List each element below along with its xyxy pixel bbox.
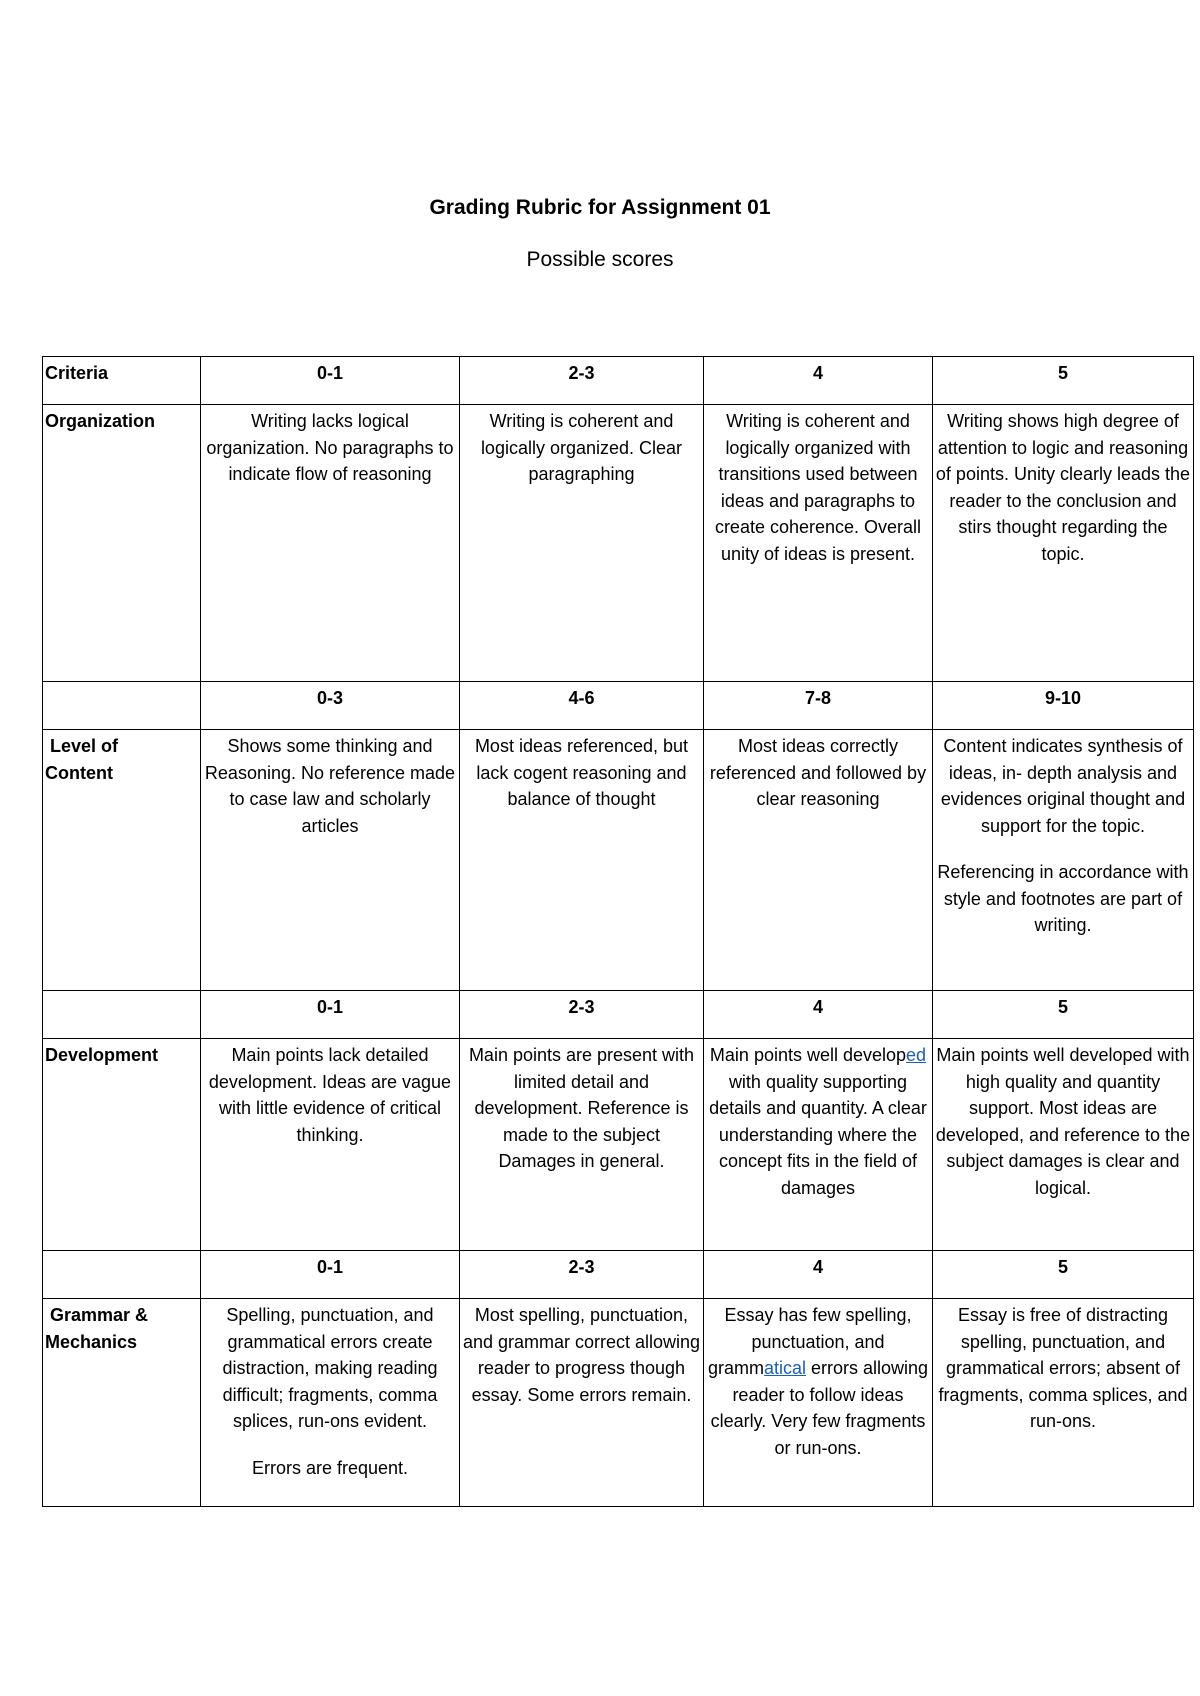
criterion-development: Development (43, 1039, 201, 1251)
content-desc-4-6: Most ideas referenced, but lack cogent reasoning and balance of thought (460, 730, 704, 991)
score-header: 0-1 (201, 357, 460, 405)
score-label: 5 (933, 991, 1194, 1039)
criteria-header: Criteria (43, 357, 201, 405)
criterion-organization: Organization (43, 405, 201, 682)
score-label: 5 (933, 1251, 1194, 1299)
development-desc-4: Main points well developed with quality supporting details and quantity. A clear understanding where the concept fits in the field of damages (704, 1039, 933, 1251)
content-row (43, 730, 1194, 991)
desc-paragraph: Referencing in accordance with style and footnotes are part of writing. (937, 862, 1189, 935)
criterion-label-line: Content (45, 762, 113, 783)
criterion-label-line: Mechanics (45, 1331, 138, 1352)
organization-desc-0-1: Writing lacks logical organization. No paragraphs to indicate flow of reasoning (201, 405, 460, 682)
criterion-label-line: Grammar & (50, 1305, 149, 1325)
grammar-desc-2-3: Most spelling, punctuation, and grammar correct allowing reader to progress though essay. Some errors remain. (460, 1299, 704, 1507)
development-row (43, 1039, 1194, 1251)
organization-desc-4: Writing is coherent and logically organized with transitions used between ideas and paragraphs to create coherence. Overall unity of ideas is present. (704, 405, 933, 682)
criterion-grammar-mechanics (43, 1299, 201, 1507)
score-label: 2-3 (460, 1251, 704, 1299)
score-label: 0-1 (201, 1251, 460, 1299)
spelling-link[interactable]: ed (906, 1045, 927, 1065)
score-header: 4 (704, 357, 933, 405)
grammar-desc-0-1 (201, 1299, 460, 1507)
empty-cell (43, 991, 201, 1039)
desc-paragraph: Spelling, punctuation, and grammatical errors create distraction, making reading difficult; fragments, comma splices, run-ons evident. (222, 1305, 438, 1431)
desc-paragraph: Errors are frequent. (251, 1457, 409, 1478)
organization-row (43, 405, 1194, 682)
document-title: Grading Rubric for Assignment 01 (429, 196, 771, 219)
empty-cell (43, 682, 201, 730)
criterion-label-line: Level of (50, 736, 119, 756)
score-header: 2-3 (460, 357, 704, 405)
desc-paragraph: Content indicates synthesis of ideas, in- depth analysis and evidences original thought and support for the topic. (940, 736, 1186, 836)
score-label: 4 (704, 1251, 933, 1299)
grammar-score-row (43, 1251, 1194, 1299)
score-label: 7-8 (704, 682, 933, 730)
score-label: 9-10 (933, 682, 1194, 730)
score-label: 2-3 (460, 991, 704, 1039)
grammar-desc-5: Essay is free of distracting spelling, punctuation, and grammatical errors; absent of fragments, comma splices, and run-ons. (933, 1299, 1194, 1507)
content-desc-7-8: Most ideas correctly referenced and followed by clear reasoning (704, 730, 933, 991)
score-label: 0-1 (201, 991, 460, 1039)
spelling-link[interactable]: atical (763, 1358, 806, 1378)
grammar-row (43, 1299, 1194, 1507)
content-score-row (43, 682, 1194, 730)
development-desc-0-1: Main points lack detailed development. Ideas are vague with little evidence of critical thinking. (201, 1039, 460, 1251)
header-row (43, 357, 1194, 405)
score-label: 4 (704, 991, 933, 1039)
development-desc-2-3: Main points are present with limited detail and development. Reference is made to the subject Damages in general. (460, 1039, 704, 1251)
empty-cell (43, 1251, 201, 1299)
score-label: 4-6 (460, 682, 704, 730)
organization-desc-2-3: Writing is coherent and logically organized. Clear paragraphing (460, 405, 704, 682)
development-score-row (43, 991, 1194, 1039)
development-desc-5: Main points well developed with high quality and quantity support. Most ideas are developed, and reference to the subject damages is clear and logical. (933, 1039, 1194, 1251)
score-header: 5 (933, 357, 1194, 405)
document-subtitle: Possible scores (526, 248, 674, 271)
criterion-level-of-content (43, 730, 201, 991)
content-desc-0-3: Shows some thinking and Reasoning. No reference made to case law and scholarly articles (201, 730, 460, 991)
grammar-desc-4: Essay has few spelling, punctuation, and grammatical errors allowing reader to follow ideas clearly. Very few fragments or run-ons. (704, 1299, 933, 1507)
organization-desc-5: Writing shows high degree of attention to logic and reasoning of points. Unity clearly leads the reader to the conclusion and stirs thought regarding the topic. (933, 405, 1194, 682)
score-label: 0-3 (201, 682, 460, 730)
content-desc-9-10 (933, 730, 1194, 991)
rubric-table (42, 356, 1194, 1507)
